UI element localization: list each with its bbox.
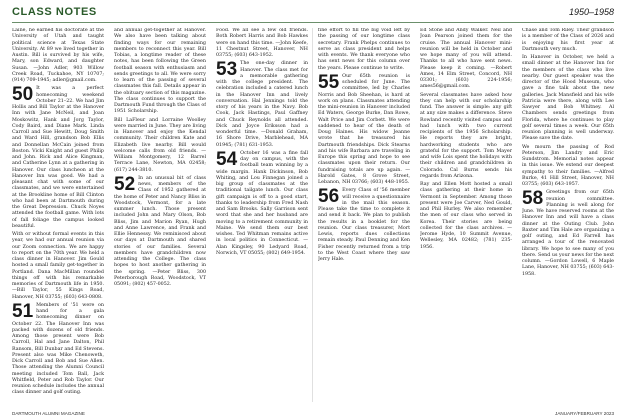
note-text: In Hanover in October, we held a small dinner at the Hanover Inn for the members of the class who live nearby. Our guest speaker was the director of the Hood Museum, who gave a fine talk about the new galleries. Jack Mansfield and his wife Patricia were there, along with Lee Sawyer and Bob Whitney. Al Chambers sends greetings from Florida, where he continues to play golf several times a week. Our 65th reunion planning is well underway. Please save the date. [522,55,614,142]
note-text: Bill LaFleur and Lorraine Woolley were married in June. They are living in Hanover and enjoy the Kendal community. Their children Kate and Elizabeth live nearby. Bill would welcome calls from old friends. —William Montgomery, 12 Barrel Terrace Lane, Newton, MA 02458; (617) 244-3810. [114,117,206,173]
footer-issue-date: JANUARY/FEBRUARY 2023 [555,411,614,416]
text-column [522,28,614,402]
header-rule [12,22,614,23]
note-text: Laine, he earned his doctorate at the University of Utah and taught political science at Texas State University. At 89 we lived together in Austin. Bill is survived by his wife, Mary, son Edward, and daughter Susan. —John Adler, 903 Willow Creek Road, Tuckahoe, NY 10707; (914) 709-1945; adler@gmail.com. [12,28,104,83]
note-text: Ed Stone and Andy Walker. Neil and Joan Pearson joined them for the cruise. The annual Hanover mini-reunion will be held in October and we hope many of you will attend. Thanks to all who have sent news. Please keep it coming. —Robert Ames, 14 Elm Street, Concord, NH 03301; (603) 224-1956; ames56@gmail.com. [420,28,512,90]
text-column [114,28,206,402]
note-text: Members of '51 were on hand for a gala homecoming dinner on October 22. The Hanover Inn was packed with dozens of old friends. Among those present were Bob Carroll, Hal and Jane Dalton, Phil Ransom, Bill Dunbar and Ed Stevens. Present also was Mike Chenoweth, Dick Carroll and Bob and Sue Allen. Those attending the Alumni Council meeting included Tom Ball, Jack Whitfield, Peter and Rob Taylor. Our reunion schedule includes the annual class dinner and golf outing. [12,302,104,396]
year-range: 1950–1958 [568,7,614,17]
class-notes-columns [12,28,614,402]
footer-publication: DARTMOUTH ALUMNI MAGAZINE [12,411,85,416]
class-note-entry [318,28,410,72]
note-text: Our 65th reunion is scheduled for June. The committee, led by Charles Norris and Bob Sheehan, is hard at work on plans. Classmates attending the mini-reunion in Hanover included Ed Waters, George Burke, Dan Rowe, Walt Price and Jim Corbett. We were saddened to hear of the death of Doug Haines. His widow Jeanne wrote that he treasured his Dartmouth friendships. Dick Stearns and his wife Barbara are traveling in Europe this spring and hope to see classmates upon their return. Our fundraising totals are up again. —Harold Gates, 8 Grove Street, Lebanon, NH 03766; (603) 448-1955. [318,73,410,185]
note-text: In an unusual bit of class news, members of the Class of 1952 gathered at the home of Peter and Nancy Bliss in Woodstock, Vermont, for a late summer lunch. Those present included John and Mary Olson, Bob Bliss, Jim and Marion Ryan, Hugh and Anne Lawrence, and Frank and Ellie Hennessy. We reminisced about our days at Dartmouth and shared stories of our families. Several members have grandchildren now attending the College. The class hopes to host another gathering in the spring. —Peter Bliss, 300 Peterborough Road, Woodstock, VT 05091; (802) 457-0052. [114,175,206,287]
text-column [216,28,308,402]
note-text: Greetings from our 65th reunion committee. Planning is well along for June. We have reserved rooms at the Hanover Inn and will have a class dinner at the Outing Club. John Baxter and Tim Hale are organizing a golf outing, and Ed Farrell has arranged a tour of the renovated library. We hope to see many of you there. Send us your news for the next column. —Gordon Lowell, 6 Maple Lane, Hanover, NH 03755; (603) 643-1958. [522,190,614,277]
note-text: Chase and Tom Riley. Their grandson is a member of the Class of 2026 and is enjoying his first year at Dartmouth very much. [522,28,614,52]
class-note-entry [114,28,206,116]
class-year-numeral: 52 [114,173,136,195]
class-note-entry [318,188,410,263]
class-note-entry [12,300,104,397]
class-note-entry [318,71,410,187]
class-year-numeral: 56 [318,186,340,208]
class-note-entry [420,93,512,181]
note-text: With or without formal events in this year, we had our annual reunion via our Zoom connection. We are happy to report on the 70th year. We held a class dinner in Hanover. Jim Gould hosted a small family get-together in Portland. Dana MacMillan rounded things off with his remarkable memories of Dartmouth life in 1950. —Bill Taylor, 55 Kings Road, Hanover, NH 03755; (603) 643-0808. [12,232,104,300]
text-column [318,28,410,402]
note-text: The one-day dinner in Hanover. The class met for a memorable gathering with the college president. The celebration included a catered lunch in the Hanover Inn and lively conversation. Hal Jennings told the story of his years in the Navy. Bob Cook, Jack Hastings, Paul Gaffney and Chuck Reynolds all attended. Dick and Joyce Eriksson had a wonderful time. —Donald Graham, 16 Shore Drive, Marblehead, MA 01945; (781) 631-1953. [216,61,308,148]
class-year-numeral: 55 [318,71,340,93]
note-text: Every Class of '56 member will receive a questionnaire in the mail this season. Please take the time to complete it and send it back. We plan to publish the results in a booklet for the reunion. Our class treasurer, Mort Lewis, reports dues collections remain steady. Paul Denning and Ken Fisher recently returned from a trip to the West Coast where they saw Jerry Hale. [318,188,410,262]
class-note-entry [522,190,614,278]
class-note-entry [216,61,308,149]
class-year-numeral: 53 [216,59,238,81]
class-note-entry [12,28,104,84]
class-note-entry [420,182,512,251]
class-note-entry [216,148,308,257]
class-note-entry [216,28,308,59]
note-text: It was a perfect homecoming weekend October 21–22. We had Jim Hollis and Bill Taylor at the Hanover Inn with Jane McNeil, and Joan Moskowitz, Hank and Jorg Taylor, Cody Baird, and Diane Mark. Linda Carroll and Sue Hewitt, Doug Smith and Ward Hill, grandson Bob Ellis and Donnellan McCain joined from Boston. Vicki Knight and guest Philip and John. Rick and Alice Kingman, and Catherine Lynn at a gathering in Hanover. Our class luncheon at the Hanover Inn was good. We had a pleasant chat with some of our classmates, and we were entertained at the Brookline home of Bill Clinton who had been at Dartmouth during the Great Depression. Chuck Noyes attended the football game. With lots of fall foliage the campus looked beautiful. [12,86,104,229]
section-title: CLASS NOTES [12,6,97,18]
class-note-entry [114,173,206,289]
class-note-entry [522,145,614,189]
text-column [12,28,104,402]
class-note-entry [12,232,104,301]
note-text: October 16 was a fine fall day on campus, with the football team winning by a wide margin. Hank Dickinson, Bob Whiting, and Lou Finnegan joined a big group of classmates at the traditional tailgate lunch. Our class gift campaign is off to a good start, thanks to leadership from Fred Nash and Sam Brooks. Sally Garrison sent word that she and her husband are moving to a retirement community in Maine. We send them our best wishes. Ted Whitman remains active in local politics in Connecticut. —Alan Kingsley, 90 Ledyard Road, Norwich, VT 05055; (802) 649-1954. [216,150,308,256]
note-text: and annual get-together at Hanover. We also have been talking about finding ways for our remaining members to reconnect this year. Bill Tobias, a longtime reader of these notes, has been following the Green football season with enthusiasm and sends greetings to all. We were sorry to learn of the passing of several classmates this fall. Details appear in the obituary section of this magazine. The class continues to support the Dartmouth Fund through the Class of 1951 Scholarship. [114,28,206,115]
note-text: fine effort to fill the big void left by the passing of our longtime class secretary. Frank Phelps continues to serve as class president and helps with events. We thank everyone who has sent news for this column over the years. Please continue to write. [318,28,410,71]
class-note-entry [522,55,614,143]
note-text: Food. We all see a few old friends. Both Robert Harris and Bob Hawkes were on hand this time. —John Keefe, 11 Chestnut Street, Hanover, NH 03755; (603) 643-1952. [216,28,308,58]
note-text: Several classmates have asked how they can help with our scholarship fund. The answer is simple: any gift at any size makes a difference. Steve Rowland recently visited campus and had lunch with two current recipients of the 1956 Scholarship. He reports they are bright, hardworking students who are grateful for the support. Tom Mayer and wife Lois spent the holidays with their children and grandchildren in Colorado. Cal Burns sends his regards from Arizona. [420,92,512,179]
class-note-entry [420,28,512,91]
page-footer [12,406,614,416]
class-year-numeral: 54 [216,148,238,170]
class-note-entry [114,118,206,174]
class-note-entry [522,28,614,53]
class-year-numeral: 51 [12,300,34,322]
class-year-numeral: 50 [12,84,34,106]
class-year-numeral: 58 [522,188,544,210]
class-note-entry [12,86,104,230]
note-text: Ray and Ellen Mott hosted a small class gathering at their home in Vermont in September. Among those present were Joe Carver, Ned Gould, and Phil Hurley. We also remember the men of our class who served in Korea. Their stories are being collected for the class archives. —Jerome Hyde, 10 Summit Avenue, Wellesley, MA 02482; (781) 235-1956. [420,182,512,250]
note-text: We mourn the passing of Rod Peterson, Jim Landry and Eric Sundstrom. Memorial notes appear in this issue. We extend our deepest sympathy to their families. —Alfred Burke, 41 Hill Street, Hanover, NH 03755; (603) 643-1957. [522,144,614,187]
text-column [420,28,512,402]
